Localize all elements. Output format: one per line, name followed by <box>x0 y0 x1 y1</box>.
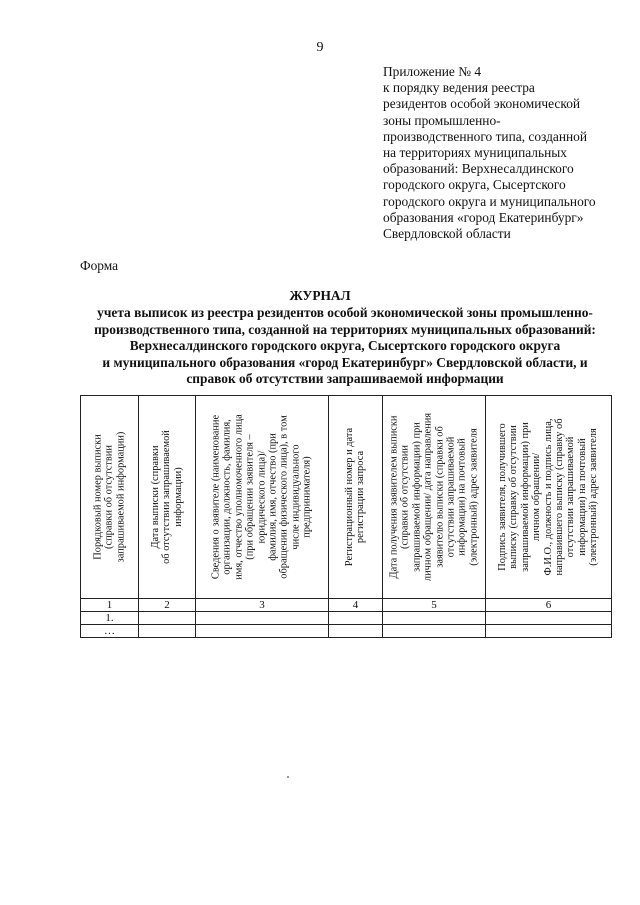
header-text-line: Подпись заявителя, получившего <box>497 423 509 571</box>
header-text-line: числе индивидуального <box>290 444 302 550</box>
table-cell <box>139 625 196 638</box>
header-text-line: (электронный) адрес заявителя <box>588 428 600 566</box>
table-cell <box>486 625 612 638</box>
column-number: 2 <box>139 599 196 612</box>
table-header-row <box>81 396 612 599</box>
header-text <box>344 400 367 594</box>
appendix-line: к порядку ведения реестра <box>383 80 535 96</box>
header-text-line: (при обращении заявителя – <box>244 434 256 560</box>
header-text-line: Ф.И.О., должность и подпись лица, <box>542 418 554 576</box>
header-text-line: регистрации запроса <box>355 450 367 544</box>
column-number: 3 <box>196 599 329 612</box>
header-text-line: Сведения о заявителе (наименование <box>210 414 222 580</box>
header-cell-signature <box>486 396 612 599</box>
header-cell-issue-date <box>139 396 196 599</box>
column-number: 4 <box>329 599 383 612</box>
column-number: 5 <box>383 599 486 612</box>
header-text-line: запрашиваемой информации) при <box>411 422 423 572</box>
column-numbers-row <box>81 599 612 612</box>
table-cell: … <box>81 625 139 638</box>
header-text-line: юридического лица)/ <box>256 450 268 544</box>
appendix-line: зоны промышленно- <box>383 112 501 128</box>
header-text-line: Регистрационный номер и дата <box>344 427 356 567</box>
header-text <box>211 400 314 594</box>
header-cell-order-number <box>81 396 139 599</box>
table-cell <box>329 625 383 638</box>
header-text-line: (электронный) адрес заявителя <box>468 428 480 566</box>
appendix-caption <box>383 64 623 242</box>
table-cell <box>486 612 612 625</box>
column-number: 6 <box>486 599 612 612</box>
table-cell <box>196 612 329 625</box>
subtitle-line: справок об отсутствии запрашиваемой информации <box>186 371 504 386</box>
header-text-line: запрашиваемой информации) при <box>520 422 532 572</box>
table-cell <box>329 612 383 625</box>
header-text <box>150 400 184 594</box>
header-text-line: организации, должность, фамилия, <box>222 419 234 575</box>
subtitle-line: производственного типа, созданной на территориях муниципальных образований: <box>94 321 596 337</box>
header-text-line: личном обращении/ <box>531 452 543 542</box>
journal-table <box>80 395 612 638</box>
header-cell-applicant-info <box>196 396 329 599</box>
page-number: 9 <box>316 40 324 55</box>
scan-speck <box>287 776 289 778</box>
header-text-line: Дата выписки (справки <box>149 445 161 549</box>
header-text-line: направившего выписку (справку об <box>554 418 566 576</box>
journal-title: ЖУРНАЛ <box>289 288 351 303</box>
header-text-line: информации) <box>172 467 184 527</box>
header-text-line: имя, отчество уполномоченного лица <box>233 414 245 580</box>
header-text-line: отсутствии запрашиваемой <box>565 436 577 558</box>
column-number: 1 <box>81 599 139 612</box>
header-text-line: информации) на почтовый <box>577 438 589 556</box>
header-text-line: предпринимателя) <box>301 456 313 538</box>
table-cell <box>383 625 486 638</box>
table-cell <box>139 612 196 625</box>
header-text-line: (справки об отсутствии <box>399 445 411 549</box>
table-cell <box>196 625 329 638</box>
header-text-line: личном обращении/ дата направления <box>422 412 434 582</box>
table-row <box>81 625 612 638</box>
header-text-line: отсутствии запрашиваемой <box>445 436 457 558</box>
header-text-line: фамилия, имя, отчество (при <box>267 433 279 561</box>
subtitle-line: и муниципального образования «город Екатеринбург» Свердловской области, и <box>102 354 588 370</box>
header-text-line: выписку (справку об отсутствии <box>508 425 520 569</box>
header-cell-receipt-date <box>383 396 486 599</box>
appendix-line: городского округа, Сысертского <box>383 177 566 193</box>
header-text-line: (справки об отсутствии <box>103 445 115 549</box>
subtitle-line: учета выписок из реестра резидентов особой экономической зоны промышленно- <box>97 305 593 320</box>
appendix-line: образований: Верхнесалдинского <box>383 161 574 177</box>
appendix-line: городского округа и муниципального <box>383 193 596 209</box>
table-cell: 1. <box>81 612 139 625</box>
header-cell-registration <box>329 396 383 599</box>
header-text <box>92 400 126 594</box>
appendix-line: Свердловской области <box>383 226 511 242</box>
journal-subtitle <box>70 305 620 388</box>
appendix-line: производственного типа, созданной <box>383 128 588 144</box>
table-row <box>81 612 612 625</box>
header-text-line: Порядковый номер выписки <box>92 434 104 560</box>
appendix-line: Приложение № 4 <box>383 64 482 79</box>
appendix-line: на территориях муниципальных <box>383 145 567 161</box>
appendix-line: резидентов особой экономической <box>383 96 581 112</box>
form-label: Форма <box>80 258 119 273</box>
header-text-line: Дата получения заявителем выписки <box>388 415 400 579</box>
header-text-line: заявителю выписки (справки об <box>434 426 446 568</box>
subtitle-line: Верхнесалдинского городского округа, Сысертского городского округа <box>129 338 561 353</box>
header-text <box>497 400 600 594</box>
header-text <box>388 400 479 594</box>
appendix-line: образования «город Екатеринбург» <box>383 209 584 225</box>
header-text-line: информации) на почтовый <box>456 438 468 556</box>
header-text-line: об отсутствии запрашиваемой <box>161 430 173 564</box>
header-text-line: запрашиваемой информации) <box>115 431 127 563</box>
header-text-line: обращении физического лица), в том <box>279 415 291 579</box>
table-cell <box>383 612 486 625</box>
